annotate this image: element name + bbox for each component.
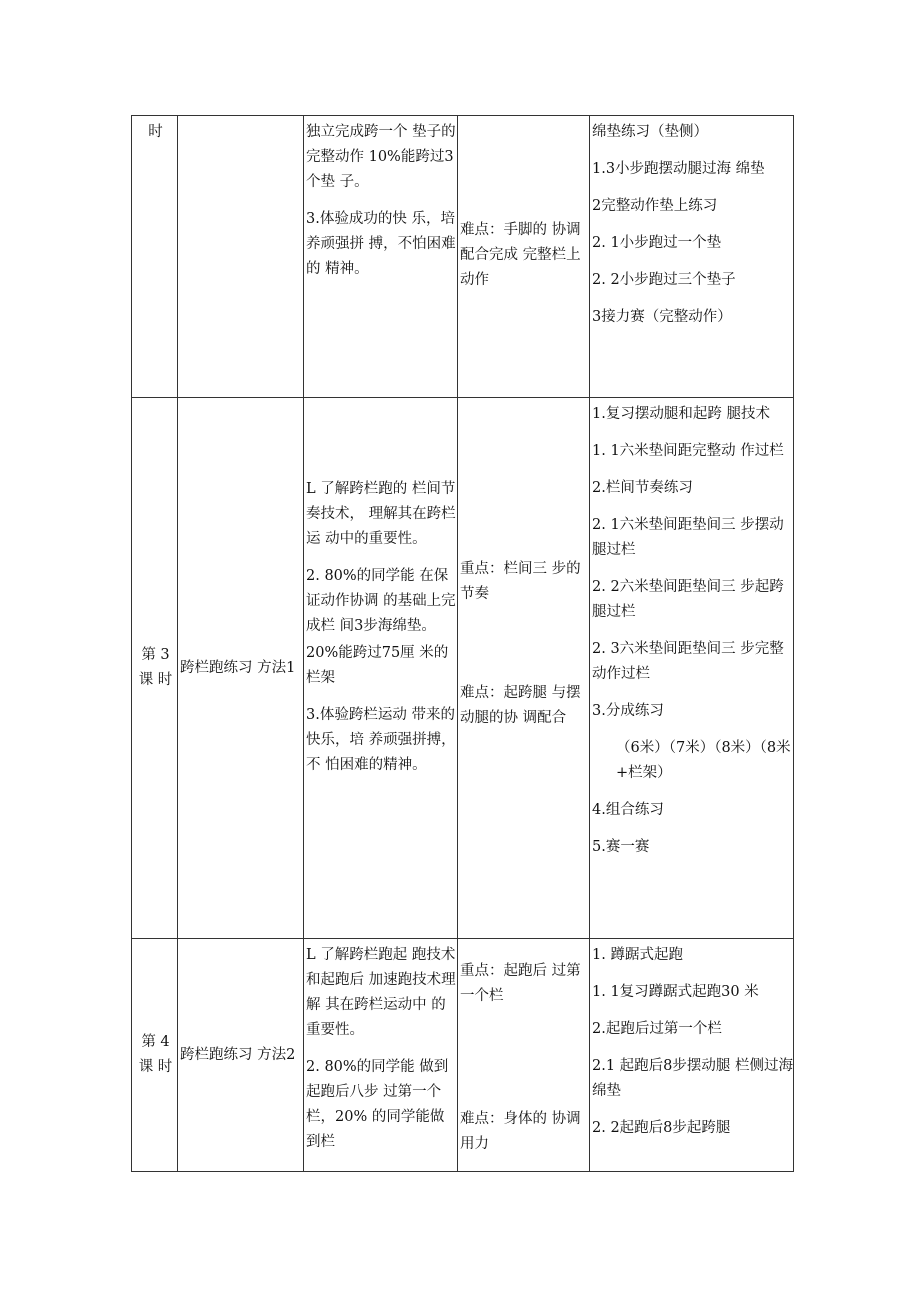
activity-text: 1. 1六米垫间距完整动 作过栏 (592, 443, 784, 459)
lesson-title-cell (178, 116, 304, 398)
table-row (132, 398, 794, 939)
lesson-number-cell (132, 939, 178, 1172)
key-point-text: 重点：起跑后 过第一个栏 (460, 963, 581, 1004)
activity-text: 2. 1六米垫间距垫间三 步摆动腿过栏 (592, 517, 784, 558)
objective-text: 3.体验跨栏运动 带来的快乐，培 养顽强拼搏，不 怕困难的精神。 (306, 707, 456, 773)
key-difficulty-cell (458, 116, 590, 398)
difficulty-text: 难点：身体的 协调用力 (460, 1111, 581, 1152)
key-difficulty-cell (458, 939, 590, 1172)
lesson-plan-table (131, 115, 794, 1172)
key-difficulty-cell (458, 398, 590, 939)
activity-text: 2. 2六米垫间距垫间三 步起跨腿过栏 (592, 579, 784, 620)
activity-text: 2.起跑后过第一个栏 (592, 1021, 722, 1037)
lesson-number-cell (132, 398, 178, 939)
difficulty-text: 难点：起跨腿 与摆动腿的协 调配合 (460, 685, 581, 726)
table-row (132, 939, 794, 1172)
difficulty-text: 难点：手脚的 协调配合完成 完整栏上动作 (460, 222, 581, 288)
activity-text: 1.3小步跑摆动腿过海 绵垫 (592, 161, 765, 177)
activity-text: 绵垫练习（垫侧） (592, 124, 708, 140)
activity-text: 2. 3六米垫间距垫间三 步完整动作过栏 (592, 641, 784, 682)
activity-text: 2.栏间节奏练习 (592, 480, 693, 496)
activity-text: 1. 1复习蹲踞式起跑30 米 (592, 984, 759, 1000)
objective-text: L 了解跨栏跑起 跑技术和起跑后 加速跑技术理解 其在跨栏运动中 的重要性。 (306, 947, 456, 1038)
objectives-cell (304, 116, 458, 398)
activities-cell (590, 398, 794, 939)
activity-text: 2完整动作垫上练习 (592, 198, 718, 214)
lesson-number: 时 (148, 124, 163, 140)
objective-text: 3.体验成功的快 乐，培养顽强拼 搏，不怕困难的 精神。 (306, 211, 456, 277)
objective-text: 2. 80%的同学能 做到起跑后八步 过第一个栏，20% 的同学能做到栏 (306, 1059, 449, 1150)
activity-text: 5.赛一赛 (592, 839, 650, 855)
activity-text: 4.组合练习 (592, 802, 664, 818)
objectives-cell (304, 398, 458, 939)
lesson-title: 跨栏跑练习 方法1 (180, 659, 296, 676)
activity-text: 1. 蹲踞式起跑 (592, 947, 683, 963)
activity-text: 2. 1小步跑过一个垫 (592, 235, 722, 251)
activity-text: 3接力赛（完整动作） (592, 309, 732, 325)
activity-text: 2. 2起跑后8步起跨腿 (592, 1120, 731, 1136)
objective-text: 独立完成跨一个 垫子的完整动作 10%能跨过3个垫 子。 (306, 124, 456, 190)
activities-cell (590, 116, 794, 398)
activity-text: 2. 2小步跑过三个垫子 (592, 272, 736, 288)
activity-text: 3.分成练习 (592, 703, 664, 719)
activity-text: 1.复习摆动腿和起跨 腿技术 (592, 406, 770, 422)
objective-text: 20%能跨过75厘 米的栏架 (306, 645, 449, 686)
key-point-text: 重点：栏间三 步的节奏 (460, 561, 581, 602)
table-row (132, 116, 794, 398)
objective-text: 2. 80%的同学能 在保证动作协调 的基础上完成栏 间3步海绵垫。 (306, 568, 456, 634)
activity-text: （6米）（7米）（8米）（8米+栏架） (616, 740, 791, 781)
lesson-number: 第 3 课 时 (138, 647, 173, 688)
lesson-number: 第 4 课 时 (138, 1034, 173, 1075)
activities-cell (590, 939, 794, 1172)
lesson-title-cell (178, 398, 304, 939)
lesson-title: 跨栏跑练习 方法2 (180, 1046, 296, 1063)
lesson-title-cell (178, 939, 304, 1172)
objectives-cell (304, 939, 458, 1172)
activity-text: 2.1 起跑后8步摆动腿 栏侧过海绵垫 (592, 1058, 794, 1099)
objective-text: L 了解跨栏跑的 栏间节奏技术， 理解其在跨栏运 动中的重要性。 (306, 481, 456, 547)
lesson-number-cell (132, 116, 178, 398)
